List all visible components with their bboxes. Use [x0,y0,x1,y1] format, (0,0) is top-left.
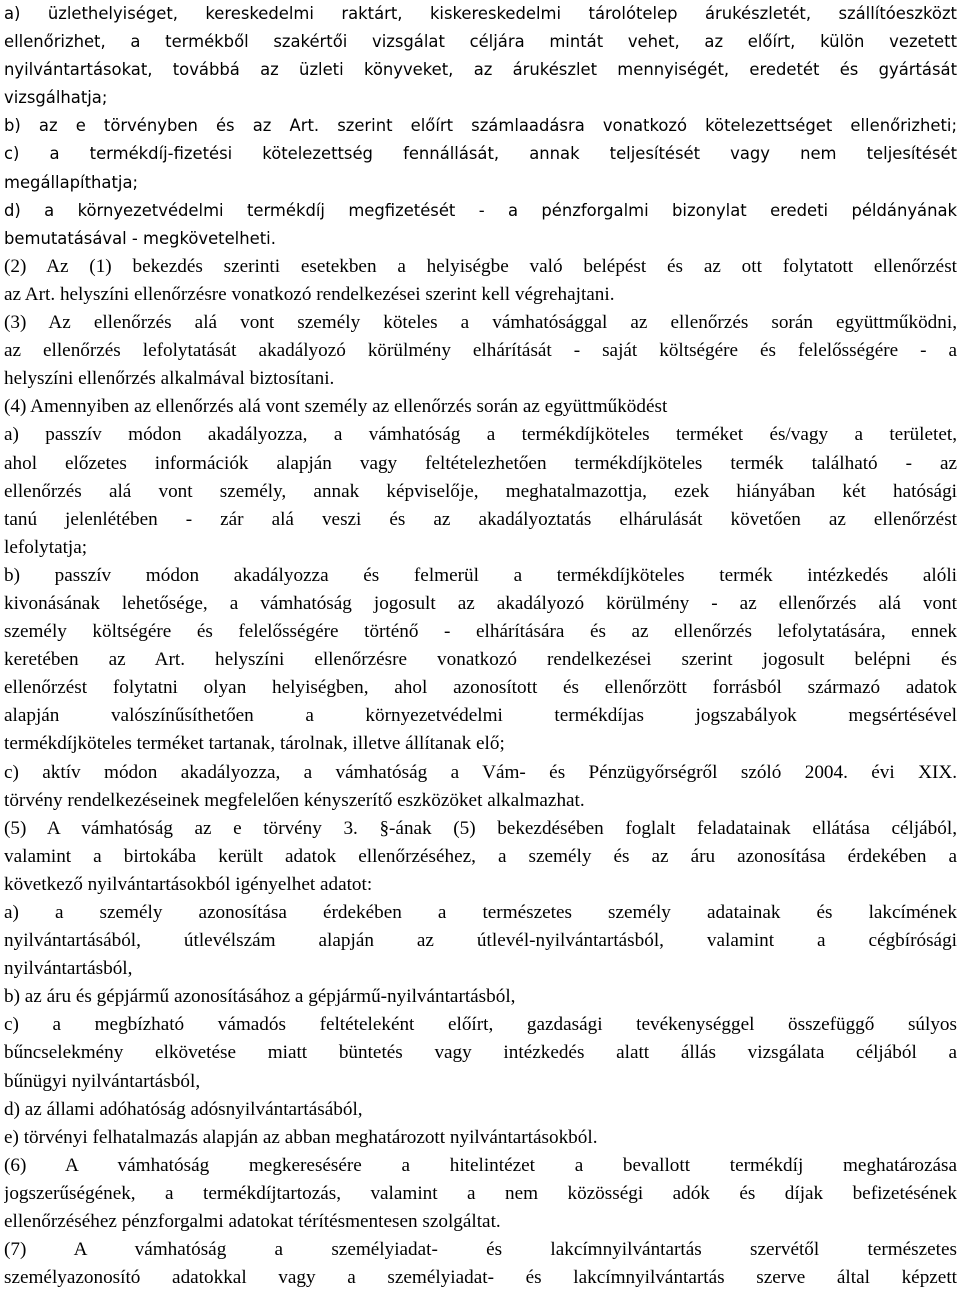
text-line: helyszíni ellenőrzés alkalmával biztosítani. [4,368,335,390]
text-line: vizsgálhatja; [4,88,108,108]
text-line: személy költségére és felelősségére történő - elhárítására és az ellenőrzés lefolytatására, ennek [4,621,957,643]
text-line: (7) A vámhatóság a személyiadat- és lakcímnyilvántartás szervétől természetes [4,1239,957,1261]
text-line: b) az e törvényben és az Art. szerint előírt számlaadásra vonatkozó kötelezettséget ellenőrizheti; [4,116,957,136]
text-line: jogszerűségének, a termékdíjtartozás, valamint a nem közösségi adók és díjak befizetésének [4,1182,957,1204]
text-line: c) a megbízható vámadós feltételeként előírt, gazdasági tevékenységgel összefüggő súlyos [4,1014,957,1036]
text-line: ellenőrzéséhez pénzforgalmi adatokat térítésmentesen szolgáltat. [4,1211,501,1233]
text-line: b) az áru és gépjármű azonosításához a gépjármű-nyilvántartásból, [4,986,516,1008]
text-line: az ellenőrzés lefolytatását akadályozó körülmény elhárítását - saját költségére és felelősségére - a [4,340,957,362]
text-line: lefolytatja; [4,536,88,558]
text-line: b) passzív módon akadályozza és felmerül a termékdíjköteles termék intézkedés alóli [4,564,957,586]
text-line: alapján valószínűsíthetően a környezetvédelmi termékdíjas jogszabályok megsértésével [4,705,957,727]
text-line: d) az állami adóhatóság adósnyilvántartásából, [4,1098,363,1120]
text-line: törvény rendelkezéseinek megfelelően kényszerítő eszközöket alkalmazhat. [4,789,585,811]
text-line: tanú jelenlétében - zár alá veszi és az akadályoztatás elhárulását követően az ellenőrzést [4,508,957,530]
text-line: a) üzlethelyiséget, kereskedelmi raktárt, kiskereskedelmi tárolótelep árukészletét, szállítóeszközt [4,4,957,23]
text-line: (3) Az ellenőrzés alá vont személy köteles a vámhatósággal az ellenőrzés során együttműködni, [4,312,957,334]
text-line: (4) Amennyiben az ellenőrzés alá vont személy az ellenőrzés során az együttműködést [4,396,668,418]
text-line: nyilvántartásokat, továbbá az üzleti könyveket, az árukészlet mennyiségét, eredetét és gyártását [4,60,957,80]
text-line: ellenőrzést folytatni olyan helyiségben, ahol azonosított és ellenőrzött forrásból származó adatok [4,677,957,699]
text-line: személyazonosító adatokkal vagy a személyiadat- és lakcímnyilvántartás szerve által képzett [4,1267,957,1289]
text-line: c) aktív módon akadályozza, a vámhatóság a Vám- és Pénzügyőrségről szóló 2004. évi XIX. [4,761,957,783]
text-line: kivonásának lehetősége, a vámhatóság jogosult az akadályozó körülmény - az ellenőrzés alá vont [4,592,957,614]
text-line: ahol előzetes információk alapján vagy feltételezhetően termékdíjköteles termék található - az [4,452,957,474]
text-line: az Art. helyszíni ellenőrzésre vonatkozó rendelkezései szerint kell végrehajtani. [4,283,615,305]
text-line: e) törvényi felhatalmazás alapján az abban meghatározott nyilvántartásokból. [4,1126,598,1148]
document-page [4,0,957,1292]
text-line: keretében az Art. helyszíni ellenőrzésre vonatkozó rendelkezései szerint jogosult belépni és [4,649,957,671]
text-line: (2) Az (1) bekezdés szerinti esetekben a helyiségbe való belépést és az ott folytatott ellenőrzést [4,255,957,277]
text-line: nyilvántartásából, útlevélszám alapján az útlevél-nyilvántartásból, valamint a cégbírósági [4,930,957,952]
text-line: bűnügyi nyilvántartásból, [4,1070,201,1092]
text-line: bemutatásával - megkövetelheti. [4,228,276,248]
text-line: bűncselekmény elkövetése miatt büntetés vagy intézkedés alatt állás vizsgálata céljából a [4,1042,957,1064]
text-line: d) a környezetvédelmi termékdíj megfizetését - a pénzforgalmi bizonylat eredeti példányának [4,200,957,220]
text-line: ellenőrizhet, a termékből szakértői vizsgálat céljára mintát vehet, az előírt, külön vezetett [4,32,957,52]
text-line: (6) A vámhatóság megkeresésére a hitelintézet a bevallott termékdíj meghatározása [4,1154,957,1176]
text-line: ellenőrzés alá vont személy, annak képviselője, meghatalmazottja, ezek hiányában két hatósági [4,480,957,502]
text-line: a) passzív módon akadályozza, a vámhatóság a termékdíjköteles terméket és/vagy a területet, [4,424,957,446]
text-line: termékdíjköteles terméket tartanak, tárolnak, illetve állítanak elő; [4,733,505,755]
text-line: c) a termékdíj-fizetési kötelezettség fennállását, annak teljesítését vagy nem teljesítését [4,144,957,164]
text-line: a) a személy azonosítása érdekében a természetes személy adatainak és lakcímének [4,902,957,923]
text-line: valamint a birtokába került adatok ellenőrzéséhez, a személy és az áru azonosítása érdekében a [4,845,957,867]
text-line: nyilvántartásból, [4,958,133,980]
text-line: megállapíthatja; [4,172,139,192]
text-line: (5) A vámhatóság az e törvény 3. §-ának (5) bekezdésében foglalt feladatainak ellátása céljából, [4,817,957,839]
text-line: következő nyilvántartásokból igényelhet adatot: [4,873,373,895]
